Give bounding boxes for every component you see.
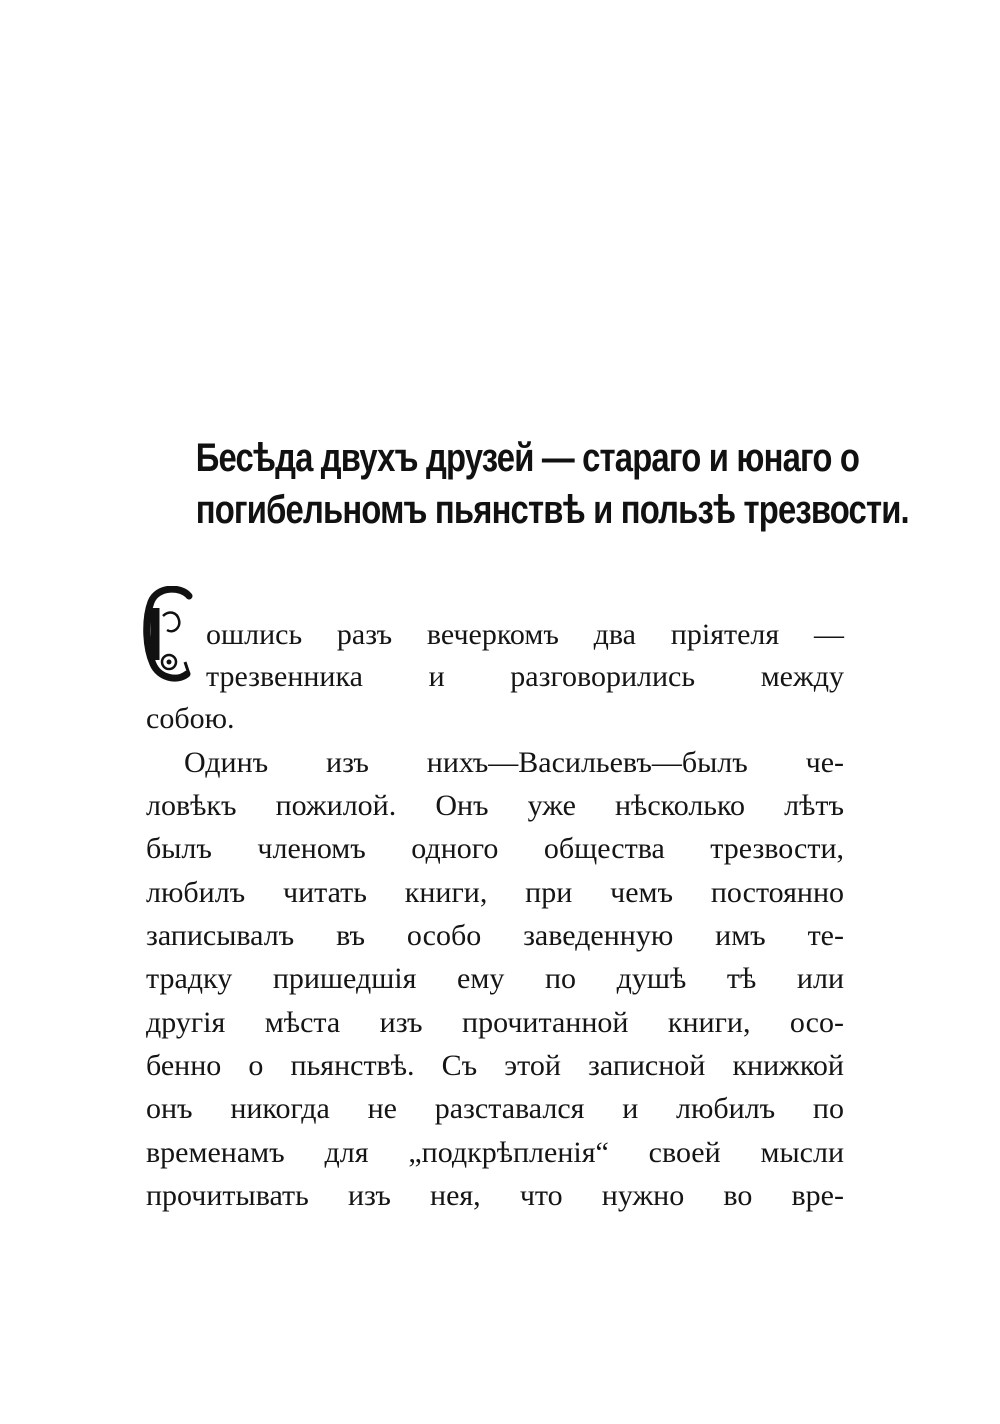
text-line: трезвенника и разговорились между xyxy=(206,660,844,693)
text-line: другія мѣста изъ прочитанной книги, осо- xyxy=(146,1006,844,1039)
heading-line-1: Бесѣда двухъ друзей — стараго и юнаго о xyxy=(195,436,860,480)
text-line: бенно о пьянствѣ. Съ этой записной книжкой xyxy=(146,1049,844,1082)
text-line: собою. xyxy=(146,702,235,735)
text-line: ловѣкъ пожилой. Онъ уже нѣсколько лѣтъ xyxy=(146,789,844,822)
text-line: онъ никогда не разставался и любилъ по xyxy=(146,1092,844,1125)
heading-line-2: погибельномъ пьянствѣ и пользѣ трезвости. xyxy=(195,488,909,532)
text-line: прочитывать изъ нея, что нужно во вре- xyxy=(146,1179,844,1212)
drop-cap-initial xyxy=(143,586,199,690)
text-line: Одинъ изъ нихъ—Васильевъ—былъ че- xyxy=(184,746,844,779)
text-line: ошлись разъ вечеркомъ два пріятеля — xyxy=(206,618,844,651)
text-line: традку пришедшія ему по душѣ тѣ или xyxy=(146,962,844,995)
text-line: любилъ читать книги, при чемъ постоянно xyxy=(146,876,844,909)
text-line: былъ членомъ одного общества трезвости, xyxy=(146,832,844,865)
text-line: записывалъ въ особо заведенную имъ те- xyxy=(146,919,844,952)
text-line: временамъ для „подкрѣпленія“ своей мысли xyxy=(146,1136,844,1169)
